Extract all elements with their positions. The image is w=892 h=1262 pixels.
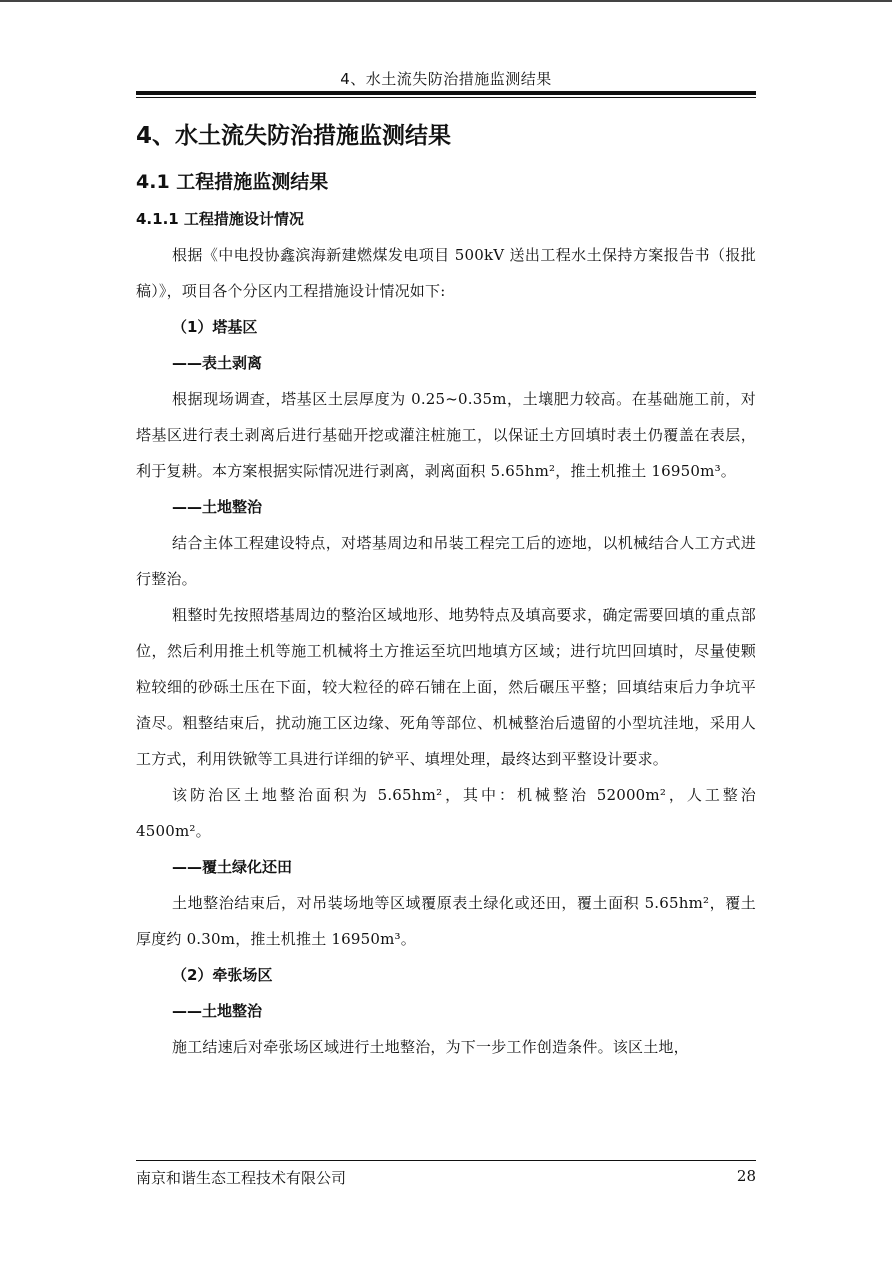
running-header: 4、水土流失防治措施监测结果 — [340, 70, 552, 88]
subsection-title: 4.1.1 工程措施设计情况 — [136, 210, 304, 228]
zone-title-tension-field: （2）牵张场区 — [172, 966, 273, 984]
top-border — [0, 0, 892, 2]
zone-title-tower-base: （1）塔基区 — [172, 318, 258, 336]
intro-paragraph: 根据《中电投协鑫滨海新建燃煤发电项目 500kV 送出工程水土保持方案报告书（报批稿）》，项目各个分区内工程措施设计情况如下: — [136, 246, 756, 300]
header-rule — [136, 91, 756, 95]
subheading-land-remediation-2: ——土地整治 — [172, 1002, 263, 1020]
page-content — [136, 110, 756, 1065]
paragraph-topsoil-stripping: 根据现场调查，塔基区土层厚度为 0.25~0.35m，土壤肥力较高。在基础施工前，对塔基区进行表土剥离后进行基础开挖或灌注桩施工，以保证土方回填时表土仍覆盖在表层，利于复耕。本方案根据实际情况进行剥离，剥离面积 5.65hm²，推土机推土 16950m³。 — [136, 390, 756, 480]
subheading-soil-cover-greening: ——覆土绿化还田 — [172, 858, 293, 876]
section-title: 4.1 工程措施监测结果 — [136, 171, 329, 193]
subheading-land-remediation: ——土地整治 — [172, 498, 263, 516]
page-number: 28 — [736, 1167, 756, 1185]
paragraph-soil-cover-greening: 土地整治结束后，对吊装场地等区域覆原表土绿化或还田，覆土面积 5.65hm²，覆土厚度约 0.30m，推土机推土 16950m³。 — [136, 894, 756, 948]
chapter-title: 4、水土流失防治措施监测结果 — [136, 123, 452, 149]
header-rule-thin — [136, 97, 756, 98]
paragraph-tension-field: 施工结速后对牵张场区域进行土地整治，为下一步工作创造条件。该区土地， — [172, 1038, 689, 1056]
paragraph-land-remediation-3: 该防治区土地整治面积为 5.65hm²，其中：机械整治 52000m²，人工整治 4500m²。 — [136, 786, 756, 840]
footer-company: 南京和谐生态工程技术有限公司 — [136, 1169, 347, 1187]
paragraph-land-remediation-2: 粗整时先按照塔基周边的整治区域地形、地势特点及填高要求，确定需要回填的重点部位，然后利用推土机等施工机械将土方推运至坑凹地填方区域；进行坑凹回填时，尽量使颗粒较细的砂砾土压在下面，较大粒径的碎石铺在上面，然后碾压平整；回填结束后力争坑平渣尽。粗整结束后，扰动施工区边缘、死角等部位、机械整治后遗留的小型坑洼地，采用人工方式，利用铁锨等工具进行详细的铲平、填埋处理，最终达到平整设计要求。 — [136, 606, 756, 768]
footer-rule — [136, 1160, 756, 1161]
subheading-topsoil-stripping: ——表土剥离 — [172, 354, 263, 372]
paragraph-land-remediation-1: 结合主体工程建设特点，对塔基周边和吊装工程完工后的迹地，以机械结合人工方式进行整治。 — [136, 534, 756, 588]
